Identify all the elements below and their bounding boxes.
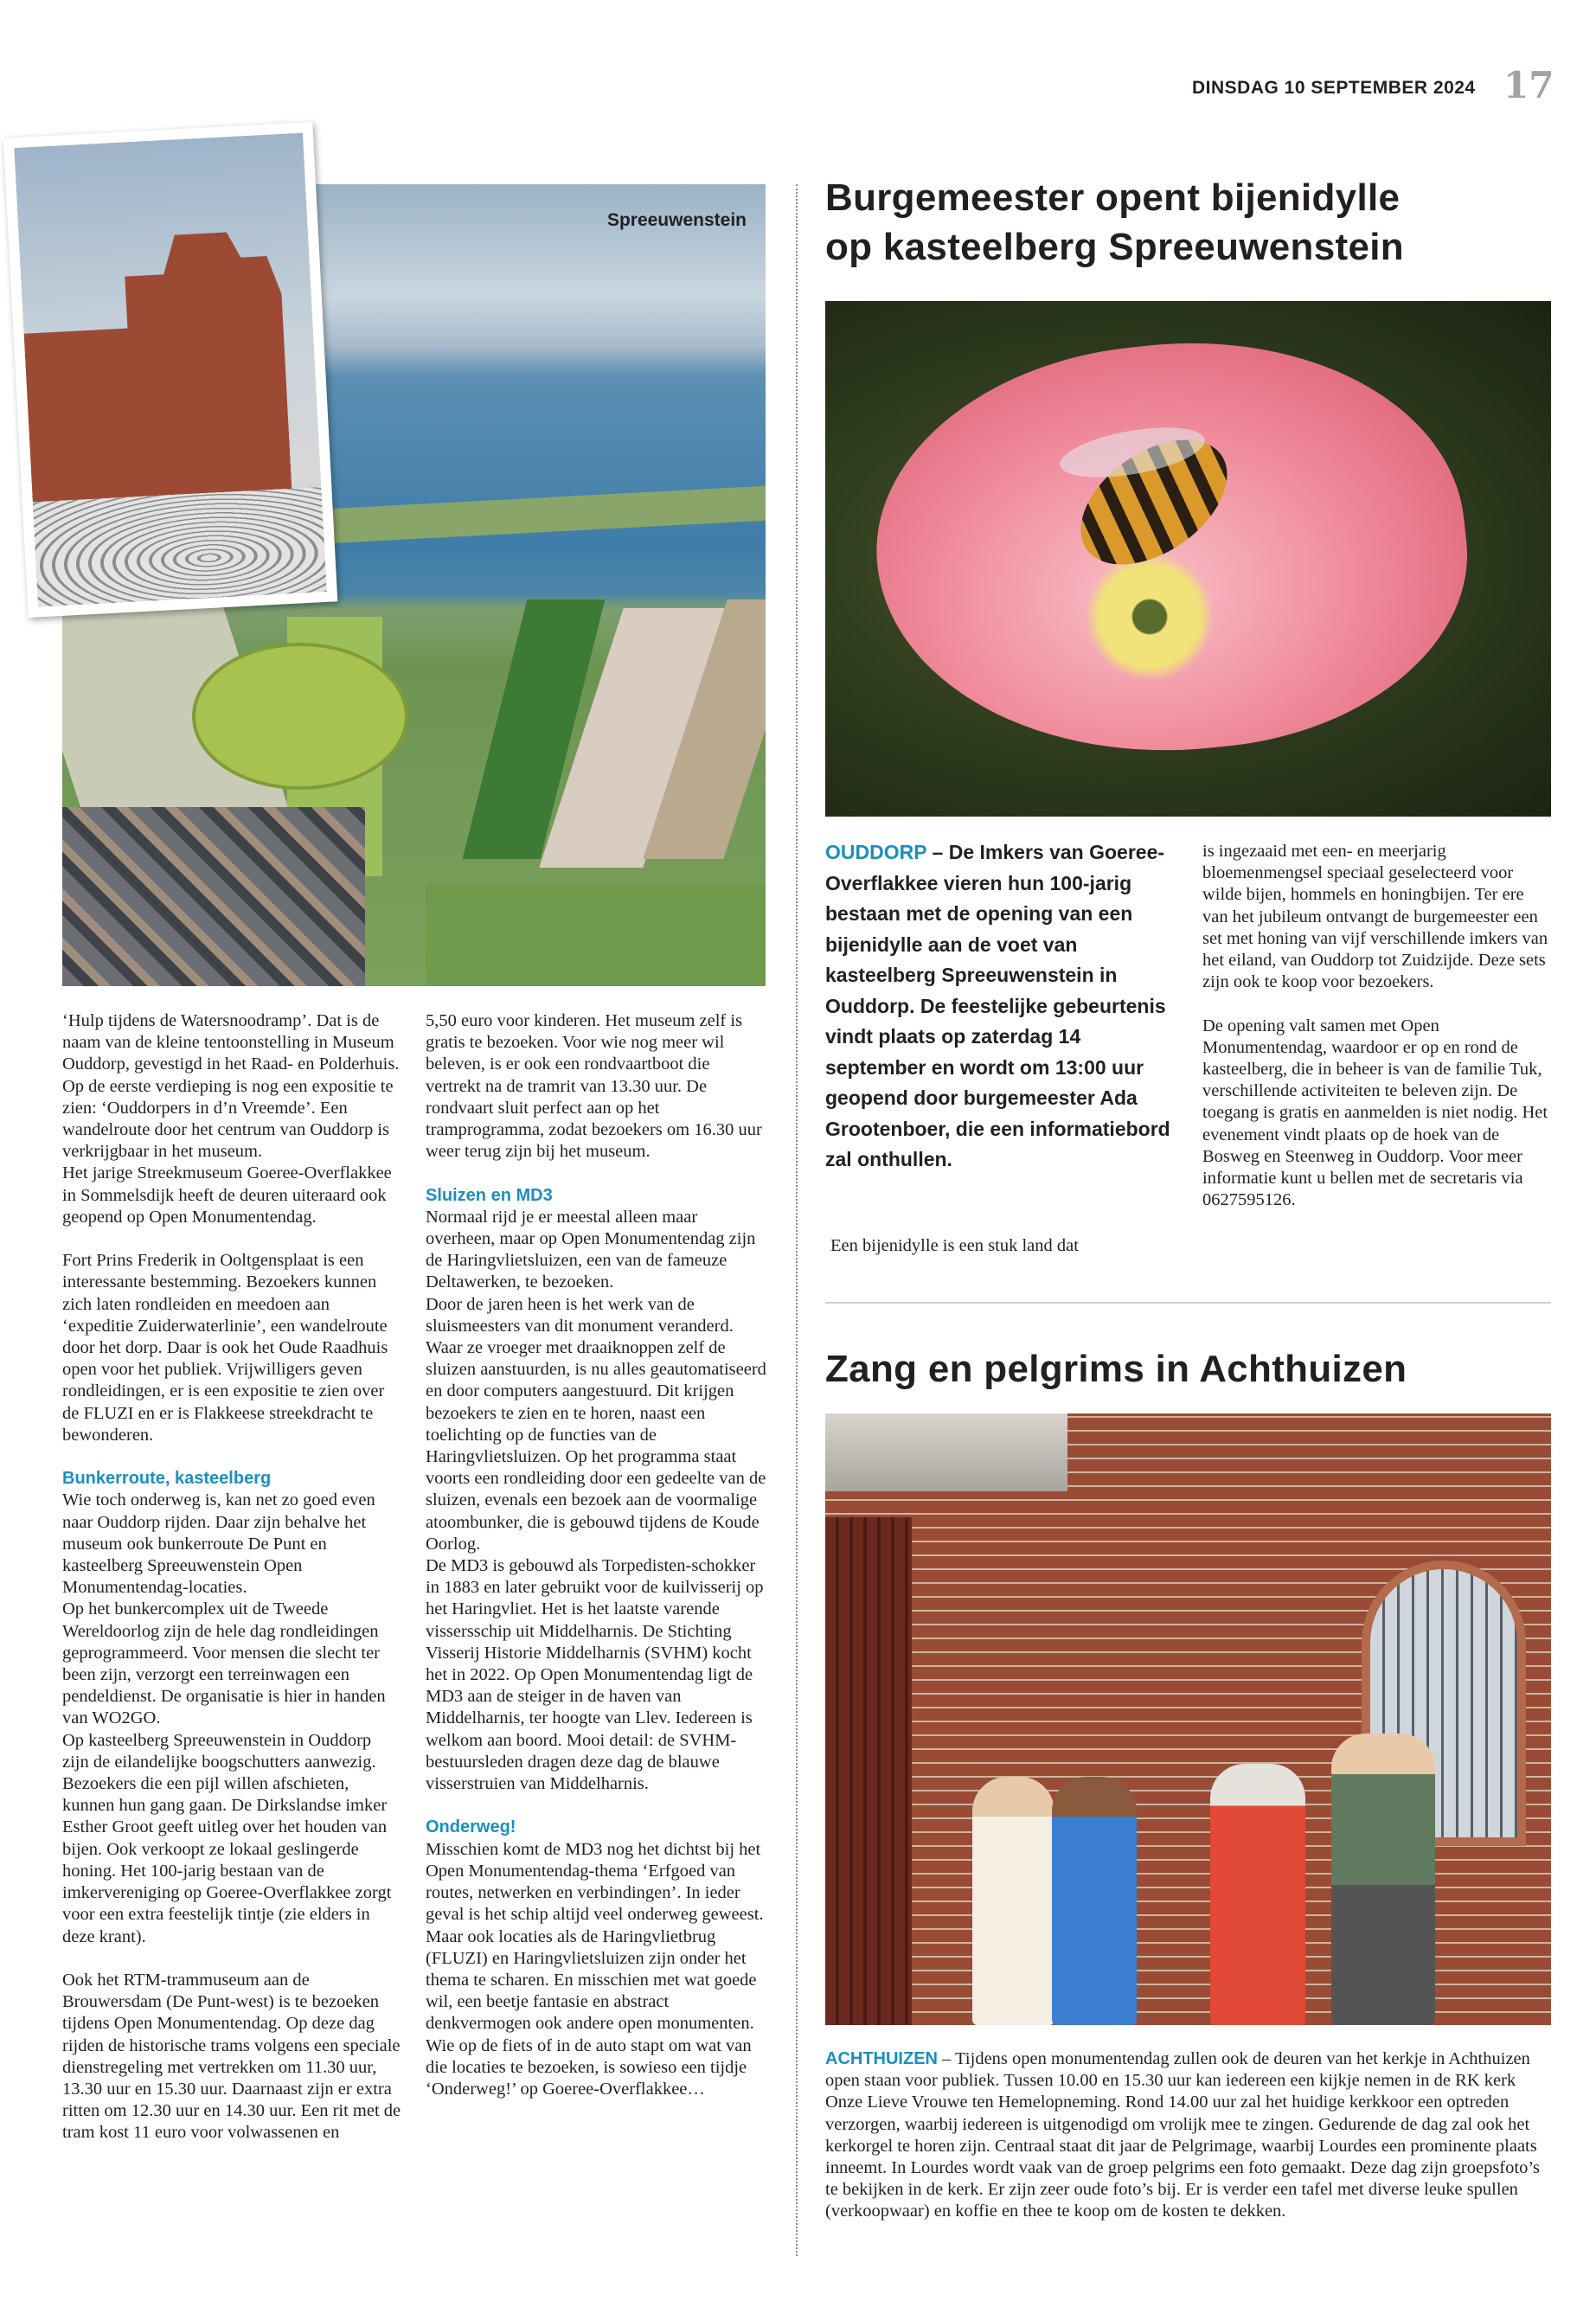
photo-label: Spreeuwenstein: [606, 210, 747, 230]
subheading-onderweg: Onderweg!: [426, 1817, 516, 1837]
church-article-body: [825, 2048, 1554, 2223]
paragraph: Wie toch onderweg is, kan net zo goed even naar Ouddorp rijden. Daar zijn behalve het museum ook bunkerroute De Punt en kasteelberg Spreeuwenstein Open Monumentendag-locaties.: [62, 1490, 375, 1598]
flower-stamens: [1085, 552, 1215, 682]
person-2: [1052, 1777, 1137, 2025]
column-divider: [796, 184, 798, 2256]
pavement-circles: [33, 487, 327, 606]
paragraph: Fort Prins Frederik in Ooltgensplaat is een interessante bestemming. Bezoekers kunnen zich laten rondleiden en meedoen aan ‘expeditie Zuiderwaterlinie’, een wandelroute door het dorp. Daar is ook het Oude Raadhuis open voor het publiek. Vrijwilligers geven rondleidingen, er is een expositie te zien over de FLUZI en er is Flakkeese streekdracht te bewonderen.: [62, 1251, 388, 1445]
section-rule: [825, 1302, 1551, 1304]
paragraph: De MD3 is gebouwd als Torpedisten-schokker in 1883 en later gebruikt voor de kuilvisserij op het Haringvliet. Het is het laatste varende vissersschip uit Middelharnis. De Stichting Visserij Historie Middelharnis (SVHM) kocht het in 2022. Op Open Monumentendag ligt de MD3 aan de steiger in de haven van Middelharnis, ter hoogte van Llev. Iedereen is welkom aan boord. Mooi detail: de SVHM-bestuursleden dragen deze dag de blauwe visserstruien van Middelharnis.: [426, 1556, 764, 1794]
field-bottom: [426, 885, 766, 986]
article-column-1: [62, 1010, 401, 2144]
dateline: OUDDORP: [825, 841, 927, 863]
page-number: 17: [1503, 64, 1554, 106]
paragraph: Op kasteelberg Spreeuwenstein in Ouddorp zijn de eilandelijke boogschutters aanwezig. Bezoekers die een pijl willen afschieten, kunnen hun gang gaan. De Dirkslandse imker Esther Groot geeft uitleg over het houden van bijen. Ook verkoopt ze lokaal geslingerde honing. Het 100-jarig bestaan van de imkervereniging op Goeree-Overflakkee zorgt voor een extra feestelijk tintje (zie elders in deze krant).: [62, 1730, 392, 1946]
church-door: [825, 1517, 912, 2025]
headline-bee-article: [825, 173, 1569, 272]
article-column-2: [426, 1010, 767, 2100]
paragraph: Het jarige Streekmuseum Goeree-Overflakkee in Sommelsdijk heeft de deuren uiteraard ook geopend op Open Monumentendag.: [62, 1163, 392, 1227]
headline-line: Burgemeester opent bijenidylle: [825, 176, 1401, 219]
paragraph: ‘Hulp tijdens de Watersnoodramp’. Dat is de naam van de kleine tentoonstelling in Museum Ouddorp, gevestigd in het Raad- en Polderhuis. Op de eerste verdieping is nog een expositie te zien: ‘Ouddorpers in d’n Vreemde’. Een wandelroute door het centrum van Ouddorp is verkrijgbaar in het museum.: [62, 1011, 400, 1162]
paragraph: Door de jaren heen is het werk van de sluismeesters van dit monument veranderd. Waar ze vroeger met draaiknoppen zelf de sluizen aanstuurden, is nu alles geautomatiseerd en door computers aangestuurd. Dit krijgen bezoekers te zien en te horen, naast een toelichting op de functies van de Haringvlietsluizen. Op het programma staat voorts een rondleiding door een gedeelte van de sluizen, evenals een bezoek aan de voormalige atoombunker, die is gebouwd tijdens de Koude Oorlog.: [426, 1294, 766, 1554]
subheading-sluizen: Sluizen en MD3: [426, 1185, 553, 1205]
polaroid-photo-raadhuis: [3, 122, 338, 618]
village-houses: [62, 807, 365, 986]
person-1: [972, 1777, 1054, 2025]
body-start: Een bijenidylle is een stuk land dat: [830, 1236, 1079, 1255]
person-4: [1331, 1734, 1435, 2025]
person-3: [1210, 1764, 1305, 2025]
paragraph: is ingezaaid met een- en meerjarig bloemenmengsel speciaal geselecteerd voor wilde bijen, hommels en honingbijen. Ter ere van het jubileum ontvangt de burgemeester een set met honing van vijf verschillende imkers van het eiland, van Ouddorp tot Zuidzijde. Deze sets zijn ook te koop voor bezoekers.: [1202, 842, 1548, 992]
issue-date: DINSDAG 10 SEPTEMBER 2024: [1192, 78, 1476, 98]
building-facade: [19, 229, 292, 502]
paragraph: Op het bunkercomplex uit de Tweede Wereldoorlog zijn de hele dag rondleidingen geprogrammeerd. Voor mensen die slecht ter been zijn, verzorgt een terreinwagen een pendeldienst. De organisatie is hier in handen van WO2GO.: [62, 1599, 386, 1728]
paragraph: Wie op de fiets of in de auto stapt om wat van die locaties te bezoeken, is sowieso een tijdje ‘Onderweg!’ op Goeree-Overflakkee…: [426, 2035, 752, 2099]
paragraph: De opening valt samen met Open Monumentendag, waardoor er op en rond de kasteelberg, die in beheer is van de familie Tuk, verschillende activiteiten te beleven zijn. De toegang is gratis en aanmelden is niet nodig. Het evenement vindt plaats op de hoek van de Bosweg en Steenweg in Ouddorp. Voor meer informatie kunt u bellen met de secretaris via 0627595126.: [1202, 1016, 1548, 1210]
roof-overhang: [825, 1413, 1067, 1491]
kasteelberg-circle: [192, 643, 408, 790]
dateline: ACHTHUIZEN: [825, 2049, 938, 2068]
headline-line: op kasteelberg Spreeuwenstein: [825, 226, 1404, 268]
paragraph: Normaal rijd je er meestal alleen maar overheen, maar op Open Monumentendag zijn de Haringvlietsluizen, een van de fameuze Deltawerken, te bezoeken.: [426, 1207, 756, 1292]
body-text: – Tijdens open monumentendag zullen ook de deuren van het kerkje in Achthuizen open staan voor publiek. Tussen 10.00 en 15.30 uur kan iedereen een kijkje nemen in de RK kerk Onze Lieve Vrouwe ten Hemelopneming. Rond 14.00 uur zal het huidige kerkkoor een optreden verzorgen, waarbij iedereen is uitgenodigd om vrolijk mee te zingen. Gedurende de dag zal ook het kerkorgel te horen zijn. Centraal staat dit jaar de Pelgrimage, waarbij Lourdes een prominente plaats inneemt. In Lourdes wordt vaak van de groep pelgrims een foto gemaakt. Deze dag zijn groepsfoto’s te bekijken in de kerk. Er zijn zeer oude foto’s bij. Er is verder een tafel met diverse leuke spullen (verkoopwaar) en koffie en thee te koop om de kosten te dekken.: [825, 2049, 1540, 2221]
headline-church-article: Zang en pelgrims in Achthuizen: [825, 1348, 1407, 1390]
lead-paragraph: [825, 837, 1180, 1176]
paragraph: Misschien komt de MD3 nog het dichtst bij het Open Monumentendag-thema ‘Erfgoed van routes, netwerken en verbindingen’. In ieder geval is het schip altijd veel onderweg geweest. Maar ook locaties als de Haringvlietbrug (FLUZI) en Haringvlietsluizen zijn onder het thema te scharen. En misschien met wat goede wil, een beetje fantasie en abstract denkvermogen ook andere open monumenten.: [426, 1839, 764, 2034]
bee-article-column-2: [1202, 841, 1548, 1211]
bee-on-poppy-photo: [825, 301, 1551, 817]
lead-text: – De Imkers van Goeree-Overflakkee vieren hun 100-jarig bestaan met de opening van een bijenidylle aan de voet van kasteelberg Spreeuwenstein in Ouddorp. De feestelijke gebeurtenis vindt plaats op zaterdag 14 september en wordt om 13:00 uur geopend door burgemeester Ada Grootenboer, die een informatiebord zal onthullen.: [825, 841, 1170, 1170]
paragraph: 5,50 euro voor kinderen. Het museum zelf is gratis te bezoeken. Voor wie nog meer wil beleven, is er ook een rondvaartboot die vertrekt na de tramrit van 13.30 uur. De rondvaart sluit perfect aan op het tramprogramma, zodat bezoekers om 16.30 uur weer terug zijn bij het museum.: [426, 1011, 762, 1162]
paragraph: Ook het RTM-trammuseum aan de Brouwersdam (De Punt-west) is te bezoeken tijdens Open Monumentendag. Op deze dag rijden de historische trams volgens een speciale dienstregeling met vertrekken om 11.30 uur, 13.30 uur en 15.30 uur. Daarnaast zijn er extra ritten om 12.30 uur en 14.30 uur. Een rit met de tram kost 11 euro voor volwassenen en: [62, 1970, 401, 2143]
church-group-photo: [825, 1413, 1551, 2025]
subheading-bunkerroute: Bunkerroute, kasteelberg: [62, 1469, 272, 1489]
